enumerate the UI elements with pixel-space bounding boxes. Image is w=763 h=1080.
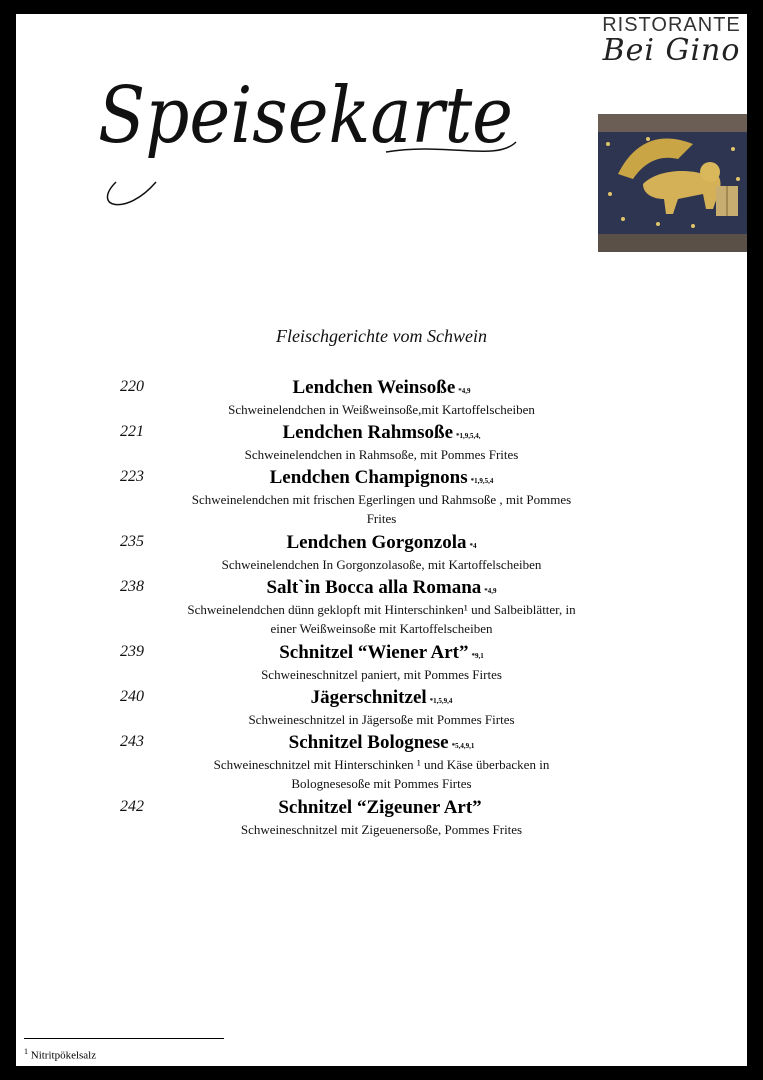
item-allergens: *5,4,9,1 (451, 742, 475, 750)
item-name: Schnitzel Bolognese (288, 732, 449, 753)
item-number: 223 (120, 468, 144, 485)
section-title: Fleischgerichte vom Schwein (276, 326, 487, 346)
item-number: 238 (120, 578, 144, 595)
menu-item (16, 686, 747, 731)
item-allergens: *4,9 (458, 387, 471, 395)
menu-item (16, 796, 747, 841)
item-number: 242 (120, 798, 144, 815)
brand-name: Bei Gino (602, 33, 741, 68)
menu-item (16, 641, 747, 686)
item-name: Schnitzel “Wiener Art” (279, 642, 469, 663)
item-allergens: *1,9,5,4, (456, 432, 481, 440)
item-name: Lendchen Rahmsoße (282, 422, 453, 443)
menu-page (16, 14, 747, 1066)
menu-item (16, 376, 747, 421)
item-name: Jägerschnitzel (310, 687, 427, 708)
item-description: Schweinelendchen in Weißweinsoße,mit Kartoffelscheiben (228, 402, 535, 417)
item-name: Lendchen Weinsoße (292, 377, 456, 398)
item-number: 243 (120, 733, 144, 750)
menu-item (16, 731, 747, 796)
menu-title (86, 32, 526, 222)
item-description: Schweineschnitzel mit Zigeuenersoße, Pommes Frites (240, 822, 523, 837)
footnote (24, 1047, 96, 1062)
item-description: Schweineschnitzel mit Hinterschinken ¹ und Käse überbacken in Bolognesesoße mit Pommes Firtes (213, 757, 550, 791)
item-description: Schweinelendchen dünn geklopft mit Hinterschinken¹ und Salbeiblätter, in einer Weißweinsoße mit Kartoffelscheiben (187, 602, 576, 636)
menu-title-text: Speisekarte (98, 71, 513, 161)
item-name: Schnitzel “Zigeuner Art” (278, 797, 482, 818)
item-allergens: *1,5,9,4 (429, 697, 453, 705)
item-description: Schweineschnitzel paniert, mit Pommes Firtes (261, 667, 502, 682)
menu-item (16, 576, 747, 641)
item-description: Schweineschnitzel in Jägersoße mit Pommes Firtes (248, 712, 515, 727)
winged-lion-icon (598, 114, 747, 252)
item-allergens: *4,9 (484, 587, 497, 595)
item-number: 220 (120, 378, 144, 395)
item-description: Schweinelendchen in Rahmsoße, mit Pommes Frites (244, 447, 519, 462)
item-allergens: *4 (469, 542, 477, 550)
menu-item (16, 421, 747, 466)
item-name: Salt`in Bocca alla Romana (266, 577, 482, 598)
item-description: Schweinelendchen In Gorgonzolasoße, mit Kartoffelscheiben (221, 557, 542, 572)
menu-item (16, 531, 747, 576)
item-number: 221 (120, 423, 144, 440)
footnote-text: Nitritpökelsalz (30, 1049, 97, 1062)
item-description: Schweinelendchen mit frischen Egerlingen und Rahmsoße , mit Pommes Frites (191, 492, 572, 526)
item-number: 239 (120, 643, 144, 660)
item-name: Lendchen Champignons (269, 467, 468, 488)
item-number: 240 (120, 688, 144, 705)
item-allergens: *9,1 (471, 652, 484, 660)
item-number: 235 (120, 533, 144, 550)
item-name: Lendchen Gorgonzola (286, 532, 467, 553)
restaurant-logo (596, 14, 747, 68)
footnote-divider (24, 1038, 224, 1039)
brand-ristorante: RISTORANTE (602, 14, 741, 36)
menu-item (16, 466, 747, 531)
item-allergens: *1,9,5,4 (470, 477, 494, 485)
footnote-mark: 1 (24, 1047, 28, 1056)
menu-items (16, 376, 747, 841)
